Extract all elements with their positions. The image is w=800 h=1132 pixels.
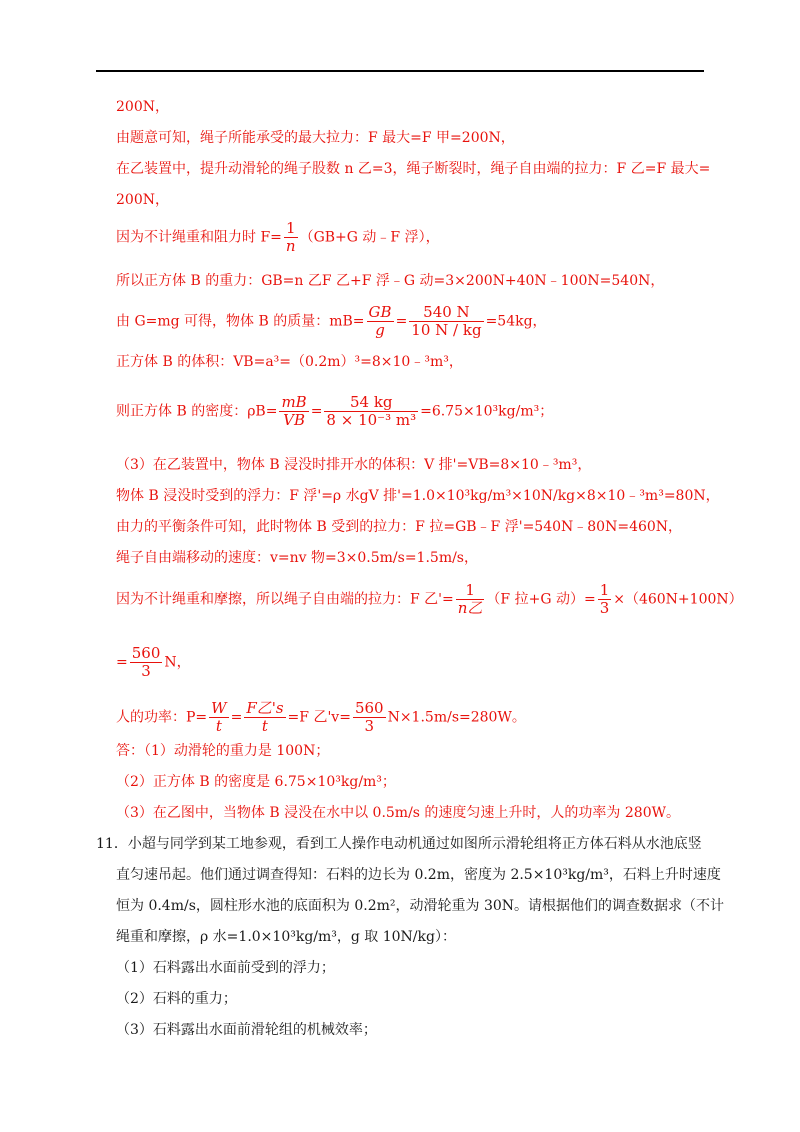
text-line: （3）在乙装置中，物体 B 浸没时排开水的体积：V 排'=VB=8×10﹣³m³， <box>116 457 592 473</box>
fraction <box>130 645 163 680</box>
answer-line: （2）正方体 B 的密度是 6.75×10³kg/m³； <box>116 774 396 790</box>
fraction <box>456 582 485 617</box>
text-segment: N×1.5m/s=280W。 <box>387 709 526 726</box>
question-line: 恒为 0.4m/s，圆柱形水池的底面积为 0.2m²，动滑轮重为 30N。请根据他们的调查数据求（不计 <box>116 898 725 914</box>
text-line: 绳子自由端移动的速度：v=nv 物=3×0.5m/s=1.5m/s， <box>116 550 478 566</box>
fraction-denominator: 3 <box>141 662 151 680</box>
formula-line <box>116 700 526 735</box>
fraction-numerator: 1 <box>284 220 298 238</box>
text-segment: =54kg， <box>485 313 547 330</box>
text-line: 在乙装置中，提升动滑轮的绳子股数 n 乙=3，绳子断裂时，绳子自由端的拉力：F 乙=F 最大= <box>116 161 711 177</box>
text-line: 所以正方体 B 的重力：GB=n 乙F 乙+F 浮﹣G 动=3×200N+40N﹣100N=540N， <box>116 273 665 289</box>
text-segment: 因为不计绳重和摩擦，所以绳子自由端的拉力：F 乙'= <box>116 591 454 608</box>
question-line: 绳重和摩擦，ρ 水=1.0×10³kg/m³，g 取 10N/kg）： <box>116 929 456 945</box>
formula-line <box>116 645 191 680</box>
fraction-denominator: t <box>261 717 268 735</box>
fraction-numerator: 1 <box>599 581 610 599</box>
fraction <box>324 394 418 429</box>
formula-line <box>116 220 440 255</box>
fraction <box>209 700 228 735</box>
text-line: 由力的平衡条件可知，此时物体 B 受到的拉力：F 拉=GB﹣F 浮'=540N﹣80N=460N， <box>116 519 683 535</box>
fraction-numerator: F乙's <box>246 699 284 717</box>
formula-line <box>116 582 743 617</box>
fraction <box>353 700 386 735</box>
fraction-denominator: 3 <box>599 599 610 617</box>
text-segment: =F 乙'v= <box>287 709 351 726</box>
text-segment: （GB+G 动﹣F 浮）， <box>299 229 440 246</box>
fraction-numerator: 540 N <box>409 304 483 322</box>
fraction <box>367 304 394 339</box>
fraction <box>598 582 612 617</box>
fraction-denominator: n乙 <box>457 599 483 617</box>
text-line: 物体 B 浸没时受到的浮力：F 浮'=ρ 水gV 排'=1.0×10³kg/m³×10N/kg×8×10﹣³m³=80N， <box>116 488 720 504</box>
text-segment: = <box>116 654 128 671</box>
question-item: （3）石料露出水面前滑轮组的机械效率； <box>116 1022 377 1038</box>
fraction-denominator: 3 <box>364 717 375 735</box>
text-segment: ×（460N+100N） <box>613 591 743 608</box>
question-line: 11．小超与同学到某工地参观，看到工人操作电动机通过如图所示滑轮组将正方体石料从水池底竖 <box>96 836 702 852</box>
fraction <box>284 220 298 255</box>
fraction <box>279 394 308 429</box>
text-segment: 因为不计绳重和阻力时 F= <box>116 229 282 246</box>
answer-line: （3）在乙图中，当物体 B 浸没在水中以 0.5m/s 的速度匀速上升时，人的功率为 280W。 <box>116 805 680 821</box>
formula-line: 则正方体 B 的密度：ρB= $\frac{mB}{VB}$ = $\frac{54 kg}{\text{8 × 10⁻³ m³}}$ =6.75×10³kg/m³； <box>116 393 554 429</box>
fraction-numerator: mB <box>281 393 307 411</box>
text-segment: =6.75×10³kg/m³； <box>420 403 554 420</box>
text-line: 由题意可知，绳子所能承受的最大拉力：F 最大=F 甲=200N， <box>116 130 515 146</box>
text-line: 200N， <box>116 99 169 115</box>
fraction-denominator: 10 N / kg <box>411 321 482 339</box>
text-segment: N， <box>164 654 191 671</box>
text-segment: = <box>230 709 243 726</box>
question-line: 直匀速吊起。他们通过调查得知：石料的边长为 0.2m，密度为 2.5×10³kg/m³，石料上升时速度 <box>116 867 721 883</box>
fraction-denominator: g <box>375 321 385 339</box>
fraction-numerator: W <box>211 699 227 717</box>
text-line: 正方体 B 的体积：VB=a³=（0.2m）³=8×10﹣³m³， <box>116 354 463 370</box>
fraction-denominator: n <box>285 237 296 255</box>
text-segment: （F 拉+G 动）= <box>486 591 596 608</box>
text-segment: 由 G=mg 可得，物体 B 的质量：mB= <box>116 313 365 330</box>
fraction-denominator: t <box>215 717 222 735</box>
fraction-numerator: 560 <box>354 699 384 717</box>
fraction-numerator: 1 <box>456 582 485 600</box>
question-item: （1）石料露出水面前受到的浮力； <box>116 960 335 976</box>
answer-line: 答：（1）动滑轮的重力是 100N； <box>116 743 330 759</box>
text-segment: 则正方体 B 的密度：ρB= <box>116 403 278 420</box>
fraction-numerator: GB <box>368 303 392 321</box>
fraction-numerator: 560 <box>131 644 161 662</box>
text-line: 200N， <box>116 192 169 208</box>
fraction-denominator: 8 × 10⁻³ m³ <box>326 411 417 429</box>
text-segment: 人的功率：P= <box>116 709 208 726</box>
fraction-denominator: VB <box>283 411 305 429</box>
fraction <box>244 700 285 735</box>
formula-line: 由 G=mg 可得，物体 B 的质量：mB= $\frac{GB}{g}$ = $\frac{540 N}{10 N / kg}$ =54kg， <box>116 303 547 339</box>
fraction-numerator: 54 kg <box>324 394 418 412</box>
header-rule <box>96 70 704 72</box>
question-item: （2）石料的重力； <box>116 991 237 1007</box>
fraction <box>409 304 483 339</box>
